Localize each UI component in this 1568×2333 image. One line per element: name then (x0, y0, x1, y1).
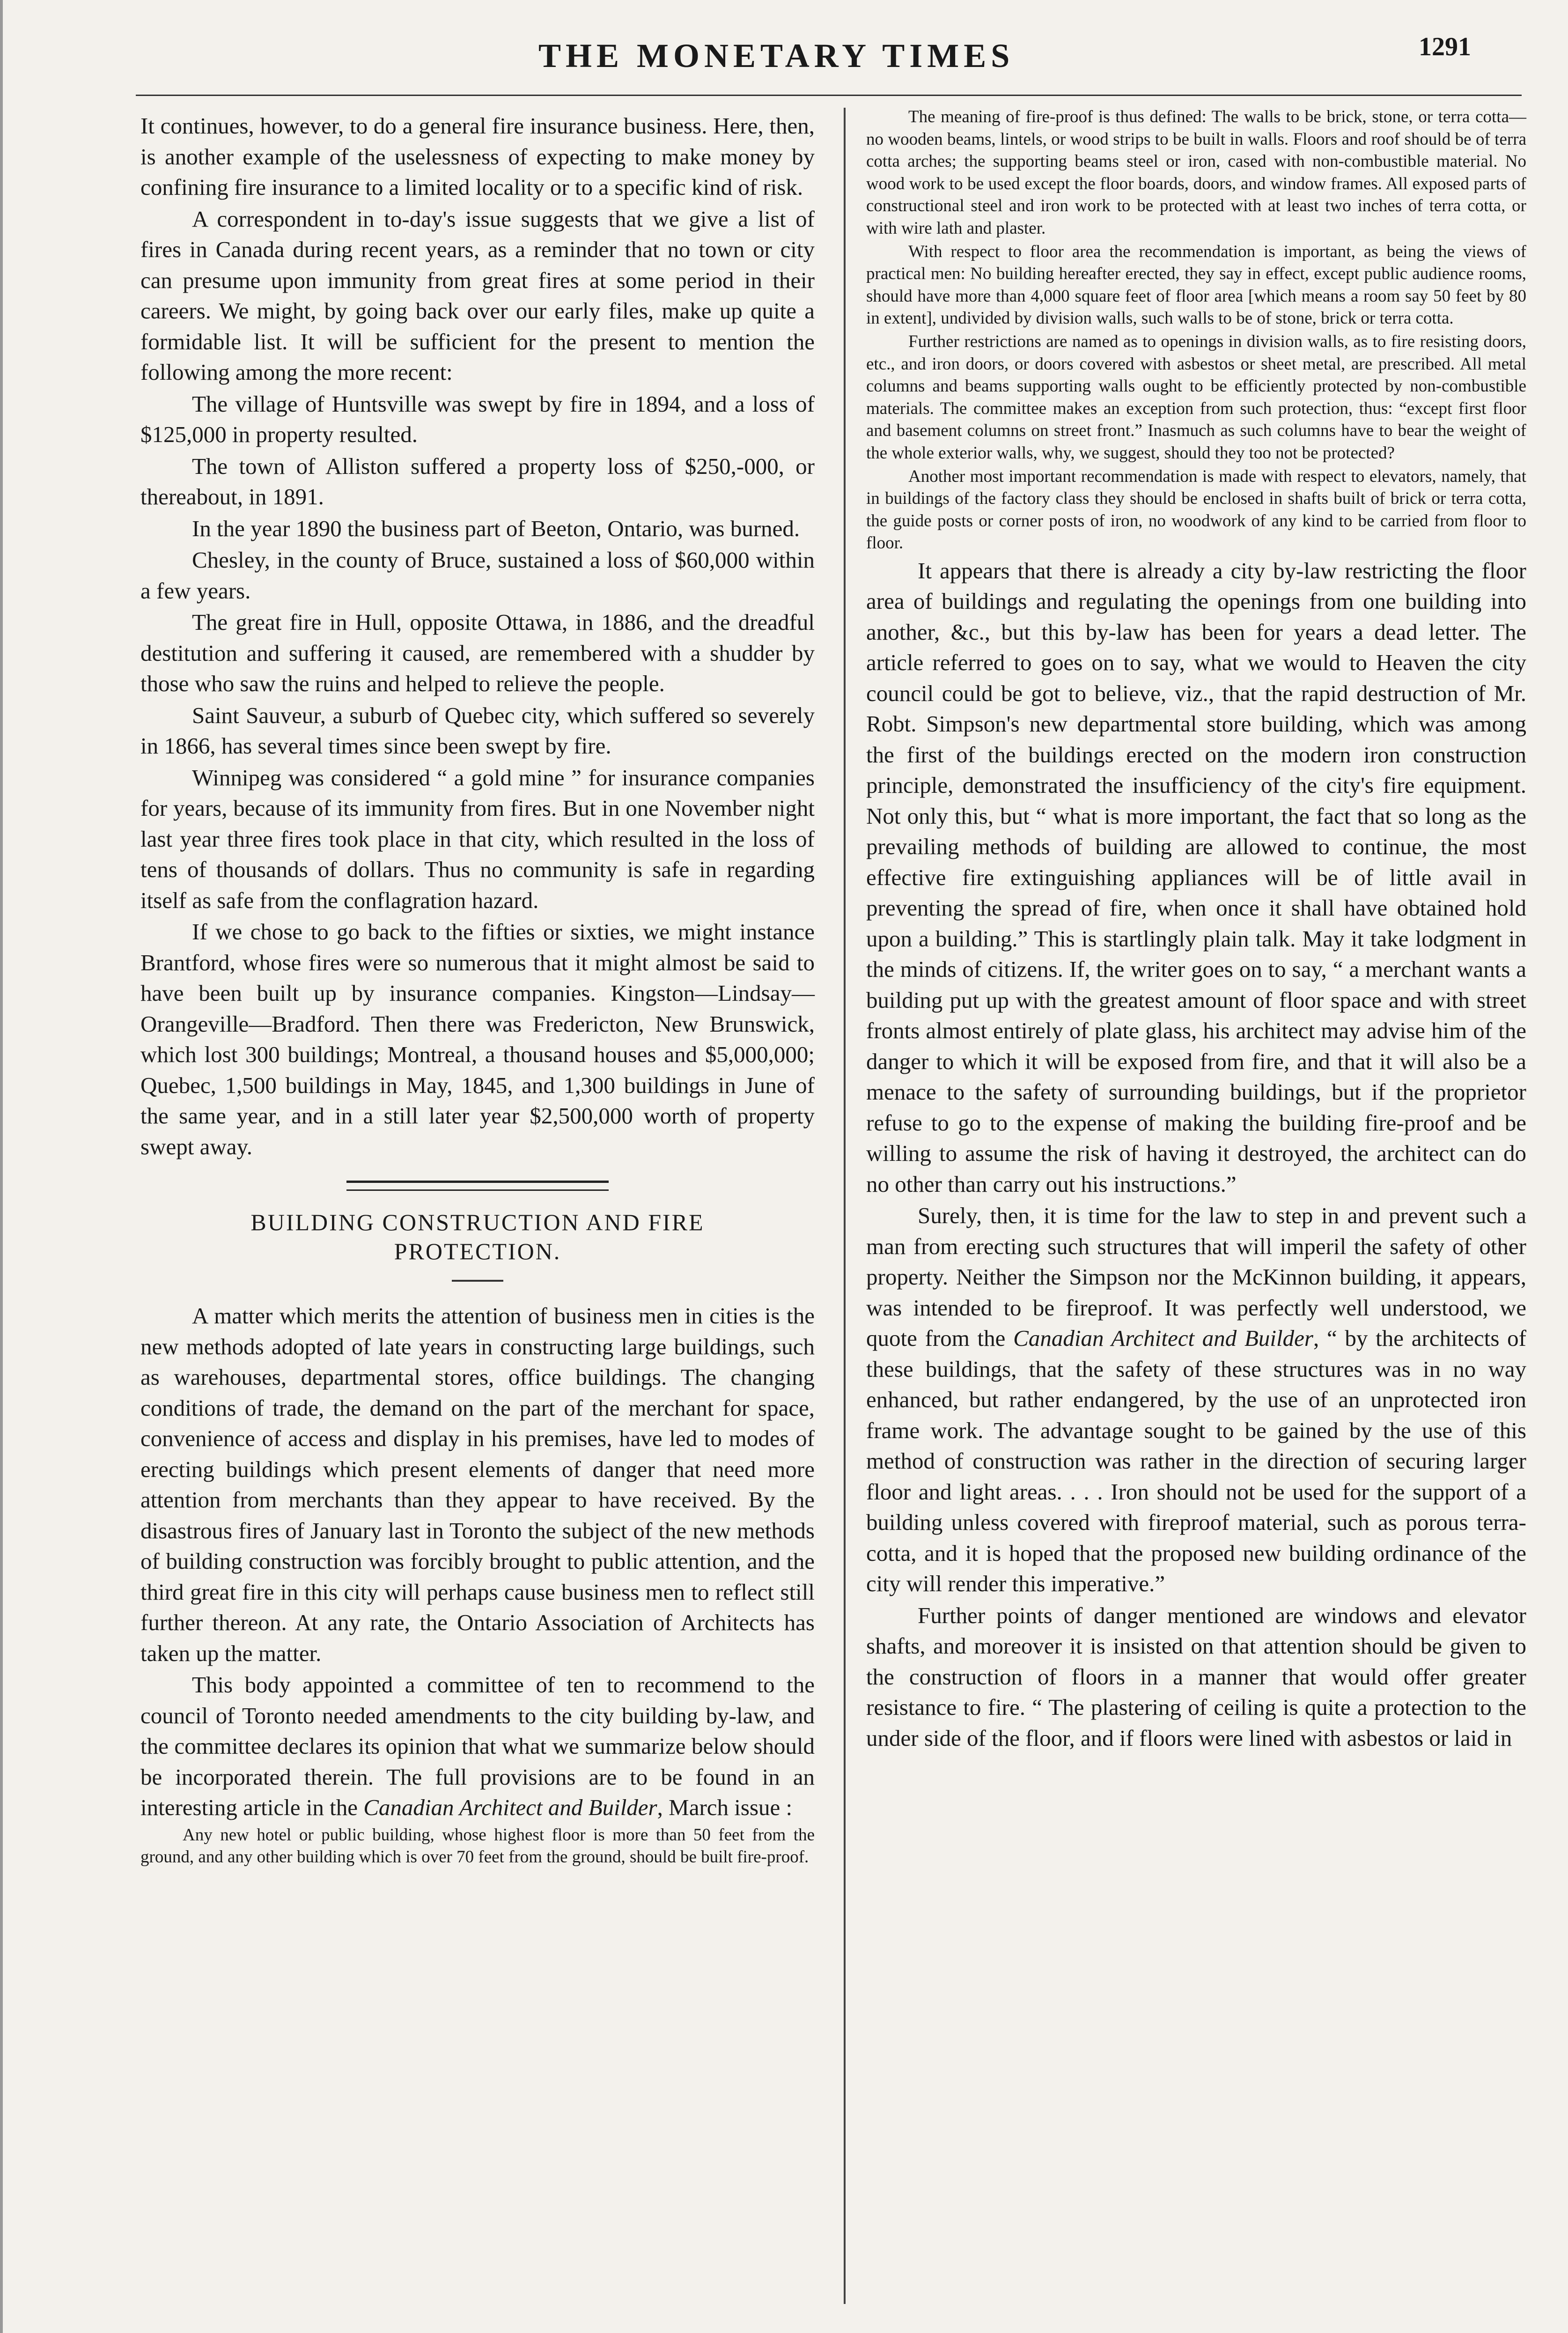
paragraph: The town of Alliston suffered a property loss of $250,-000, or thereabout, in 1891. (140, 453, 815, 509)
paragraph: Chesley, in the county of Bruce, sustained a loss of $60,000 within a few years. (140, 547, 815, 604)
paragraph: If we chose to go back to the fifties or sixties, we might instance Brantford, whose fires were so numerous that it might almost be said to have been built up by insurance companies. Kingston—Lindsay—Orangeville—Bradford. Then there was Fredericton, New Brunswick, which lost 300 buildings; Montreal, a thousand houses and $5,000,000; Quebec, 1,500 buildings in May, 1845, and 1,300 buildings in June of the same year, and in a still later year $2,500,000 worth of property swept away. (140, 919, 815, 1159)
publication-title: Canadian Architect and Builder (1013, 1325, 1313, 1351)
text-run: , “ by the architects of these buildings, that the safety of these structures was in no way enhanced, but rather endangered, by the use of an unprotected iron frame work. The advantage sought to be gained by the use of this method of construction was rather in the direction of securing larger floor and light areas. . . . Iron should not be used for the support of a building unless covered with fireproof material, such as porous terra-cotta, and it is hoped that the proposed new building ordinance of the city will render this imperative.” (866, 1325, 1526, 1597)
small-print-paragraph: Any new hotel or public building, whose highest floor is more than 50 feet from the ground, and any other building which is over 70 feet from the ground, should be built fire-proof. (140, 1825, 815, 1867)
left-column (140, 111, 815, 1869)
column-divider (844, 108, 846, 2304)
small-print-paragraph: With respect to floor area the recommendation is important, as being the views of practical men: No building hereafter erected, they say in effect, except public audience rooms, should have more than 4,000 square feet of floor area [which means a room say 50 feet by 80 in extent], undivided by division walls, such walls to be of stone, brick or terra cotta. (866, 242, 1526, 328)
text-run: , March issue : (657, 1794, 793, 1820)
paragraph: Saint Sauveur, a suburb of Quebec city, which suffered so severely in 1866, has several times since been swept by fire. (140, 702, 815, 759)
text-run: Surely, then, it is time for the law to step in and prevent such a man from erecting such structures that will imperil the safety of other property. Neither the Simpson nor the McKinnon building, it appears, was intended to be fireproof. It was perfectly well understood, we quote from the (866, 1203, 1526, 1351)
scan-edge-mark (0, 0, 3, 2333)
publication-title: Canadian Architect and Builder (363, 1794, 657, 1820)
paragraph (140, 1669, 815, 1823)
right-column (866, 106, 1526, 1754)
paragraph: It continues, however, to do a general fire insurance business. Here, then, is another example of the uselessness of expecting to make money by confining fire insurance to a limited locality or to a specific kind of risk. (140, 113, 815, 200)
paragraph: The great fire in Hull, opposite Ottawa, in 1886, and the dreadful destitution and suffering it caused, are remembered with a shudder by those who saw the ruins and helped to relieve the people. (140, 609, 815, 696)
small-print-paragraph: The meaning of fire-proof is thus defined: The walls to be brick, stone, or terra cotta—no wooden beams, lintels, or wood strips to be built in walls. Floors and roof should be of terra cotta arches; the supporting beams steel or iron, cased with non-combustible material. No wood work to be used except the floor boards, doors, and window frames. All exposed parts of constructional steel and iron work to be protected with at least two inches of terra cotta, or with wire lath and plaster. (866, 107, 1526, 238)
paragraph: In the year 1890 the business part of Beeton, Ontario, was burned. (192, 515, 800, 541)
text-run: This body appointed a committee of ten to recommend to the council of Toronto needed amendments to the city building by-law, and the committee declares its opinion that what we summarize below should be incorporated therein. The full provisions are to be found in an interesting article in the (140, 1672, 815, 1820)
small-print-paragraph: Another most important recommendation is made with respect to elevators, namely, that in buildings of the factory class they should be enclosed in shafts built of brick or terra cotta, the guide posts or corner posts of iron, no woodwork of any kind to be carried from floor to floor. (866, 466, 1526, 553)
page-number: 1291 (1419, 32, 1471, 61)
paragraph: The village of Huntsville was swept by fire in 1894, and a loss of $125,000 in property resulted. (140, 391, 815, 447)
section-double-rule (346, 1181, 609, 1191)
paragraph: It appears that there is already a city by-law restricting the floor area of buildings and regulating the openings from one building into another, &c., but this by-law has been for years a dead letter. The article referred to goes on to say, what we would to Heaven the city council could be got to believe, viz., that the rapid destruction of Mr. Robt. Simpson's new departmental store building, which was among the first of the buildings erected on the modern iron construction principle, demonstrated the insufficiency of the city's fire equipment. Not only this, but “ what is more important, the fact that so long as the prevailing methods of building are allowed to continue, the most effective fire extinguishing appliances will be of little avail in preventing the spread of fire, when once it shall have obtained hold upon a building.” This is startlingly plain talk. May it take lodgment in the minds of citizens. If, the writer goes on to say, “ a merchant wants a building put up with the greatest amount of floor space and with street fronts almost entirely of plate glass, his architect may advise him of the danger to which it will be exposed from fire, and that it will also be a menace to the safety of surrounding buildings, but if the proprietor refuse to go to the expense of making the building fire-proof and be willing to assume the risk of having it destroyed, the architect can do no other than carry out his instructions.” (866, 557, 1526, 1197)
paragraph: A matter which merits the attention of business men in cities is the new methods adopted of late years in constructing large buildings, such as warehouses, departmental stores, office buildings. The changing conditions of trade, the demand on the part of the merchant for space, convenience of access and display in his premises, have led to modes of erecting buildings which present elements of danger that need more attention from merchants than they appear to have received. By the disastrous fires of January last in Toronto the subject of the new methods of building construction was forcibly brought to public attention, and the third great fire in this city will perhaps cause business men to reflect still further thereon. At any rate, the Ontario Association of Architects has taken up the matter. (140, 1303, 815, 1666)
paragraph: Winnipeg was considered “ a gold mine ” for insurance companies for years, because of its immunity from fires. But in one November night last year three fires took place in that city, which resulted in the loss of tens of thousands of dollars. Thus no community is safe in regarding itself as safe from the conflagration hazard. (140, 764, 815, 913)
paragraph: A correspondent in to-day's issue suggests that we give a list of fires in Canada during recent years, as a reminder that no town or city can presume upon immunity from great fires at some period in their careers. We might, by going back over our early files, make up quite a formidable list. It will be sufficient for the present to mention the following among the more recent: (140, 206, 815, 385)
heading-short-rule (452, 1280, 503, 1282)
small-print-paragraph: Further restrictions are named as to openings in division walls, as to fire resisting doors, etc., and iron doors, or doors covered with asbestos or sheet metal, are prescribed. All metal columns and beams supporting walls ought to be efficiently protected by non-combustible materials. The committee makes an exception from such protection, thus: “except first floor and basement columns on street front.” Inasmuch as such columns have to bear the weight of the whole exterior walls, why, we suggest, should they too not be protected? (866, 332, 1526, 463)
paragraph (866, 1200, 1526, 1599)
page-header (0, 28, 1568, 84)
header-rule (136, 95, 1522, 98)
section-heading: BUILDING CONSTRUCTION AND FIRE PROTECTION. (250, 1209, 705, 1264)
masthead-title: THE MONETARY TIMES (538, 37, 1015, 74)
paragraph: Further points of danger mentioned are windows and elevator shafts, and moreover it is insisted on that attention should be given to the construction of floors in a manner that would offer greater resistance to fire. “ The plastering of ceiling is quite a protection to the under side of the floor, and if floors were lined with asbestos or laid in (866, 1602, 1526, 1751)
